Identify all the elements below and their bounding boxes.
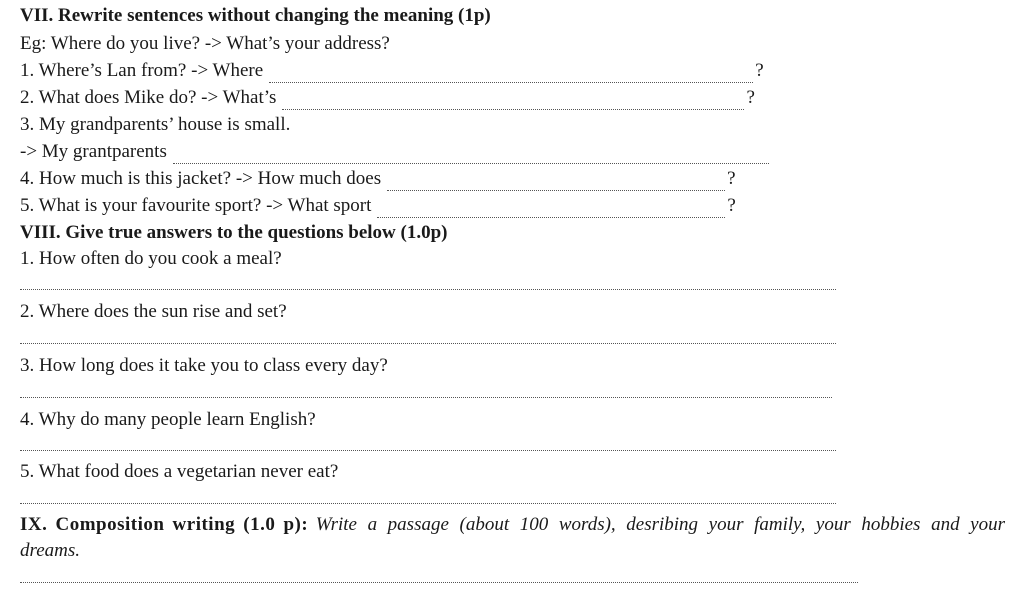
question-5: 5. What food does a vegetarian never eat? [20, 461, 339, 482]
section-7-heading: VII. Rewrite sentences without changing the meaning (1p) [20, 5, 491, 26]
question-4: 4. Why do many people learn English? [20, 409, 316, 430]
rewrite-item-5-end: ? [727, 195, 736, 216]
rewrite-item-2-prompt: 2. What does Mike do? -> What’s [20, 87, 277, 108]
question-4-answer-line[interactable] [20, 450, 836, 451]
section-9-paragraph [20, 512, 1005, 564]
rewrite-item-2-end: ? [746, 87, 755, 108]
rewrite-item-4-prompt: 4. How much is this jacket? -> How much does [20, 168, 382, 189]
question-2: 2. Where does the sun rise and set? [20, 301, 287, 322]
rewrite-item-1-end: ? [755, 60, 764, 81]
section-9-heading: IX. Composition writing (1.0 p): [20, 514, 309, 535]
rewrite-item-3-answer [20, 140, 771, 164]
section-7-example: Eg: Where do you live? -> What’s your address? [20, 33, 390, 54]
question-3-answer-line[interactable] [20, 397, 832, 398]
rewrite-item-2-blank[interactable] [282, 91, 744, 110]
rewrite-item-5-blank[interactable] [377, 199, 725, 218]
rewrite-item-4-blank[interactable] [387, 172, 725, 191]
rewrite-item-3-blank[interactable] [173, 145, 769, 164]
rewrite-item-1 [20, 59, 764, 83]
section-9-task: Write a passage (about 100 words), desribing your family, your hobbies and your dreams. [20, 514, 1006, 561]
section-8-heading: VIII. Give true answers to the questions below (1.0p) [20, 222, 448, 243]
question-1-answer-line[interactable] [20, 289, 836, 290]
rewrite-item-3: 3. My grandparents’ house is small. [20, 114, 291, 135]
question-5-answer-line[interactable] [20, 503, 836, 504]
rewrite-item-4 [20, 167, 736, 191]
rewrite-item-3-answer-prompt: -> My grantparents [20, 141, 167, 162]
rewrite-item-5 [20, 194, 736, 218]
question-1: 1. How often do you cook a meal? [20, 248, 282, 269]
rewrite-item-1-blank[interactable] [269, 64, 753, 83]
rewrite-item-2 [20, 86, 755, 110]
composition-answer-line[interactable] [20, 582, 858, 583]
rewrite-item-5-prompt: 5. What is your favourite sport? -> What sport [20, 195, 372, 216]
question-2-answer-line[interactable] [20, 343, 836, 344]
rewrite-item-1-prompt: 1. Where’s Lan from? -> Where [20, 60, 264, 81]
question-3: 3. How long does it take you to class every day? [20, 355, 388, 376]
rewrite-item-4-end: ? [727, 168, 736, 189]
